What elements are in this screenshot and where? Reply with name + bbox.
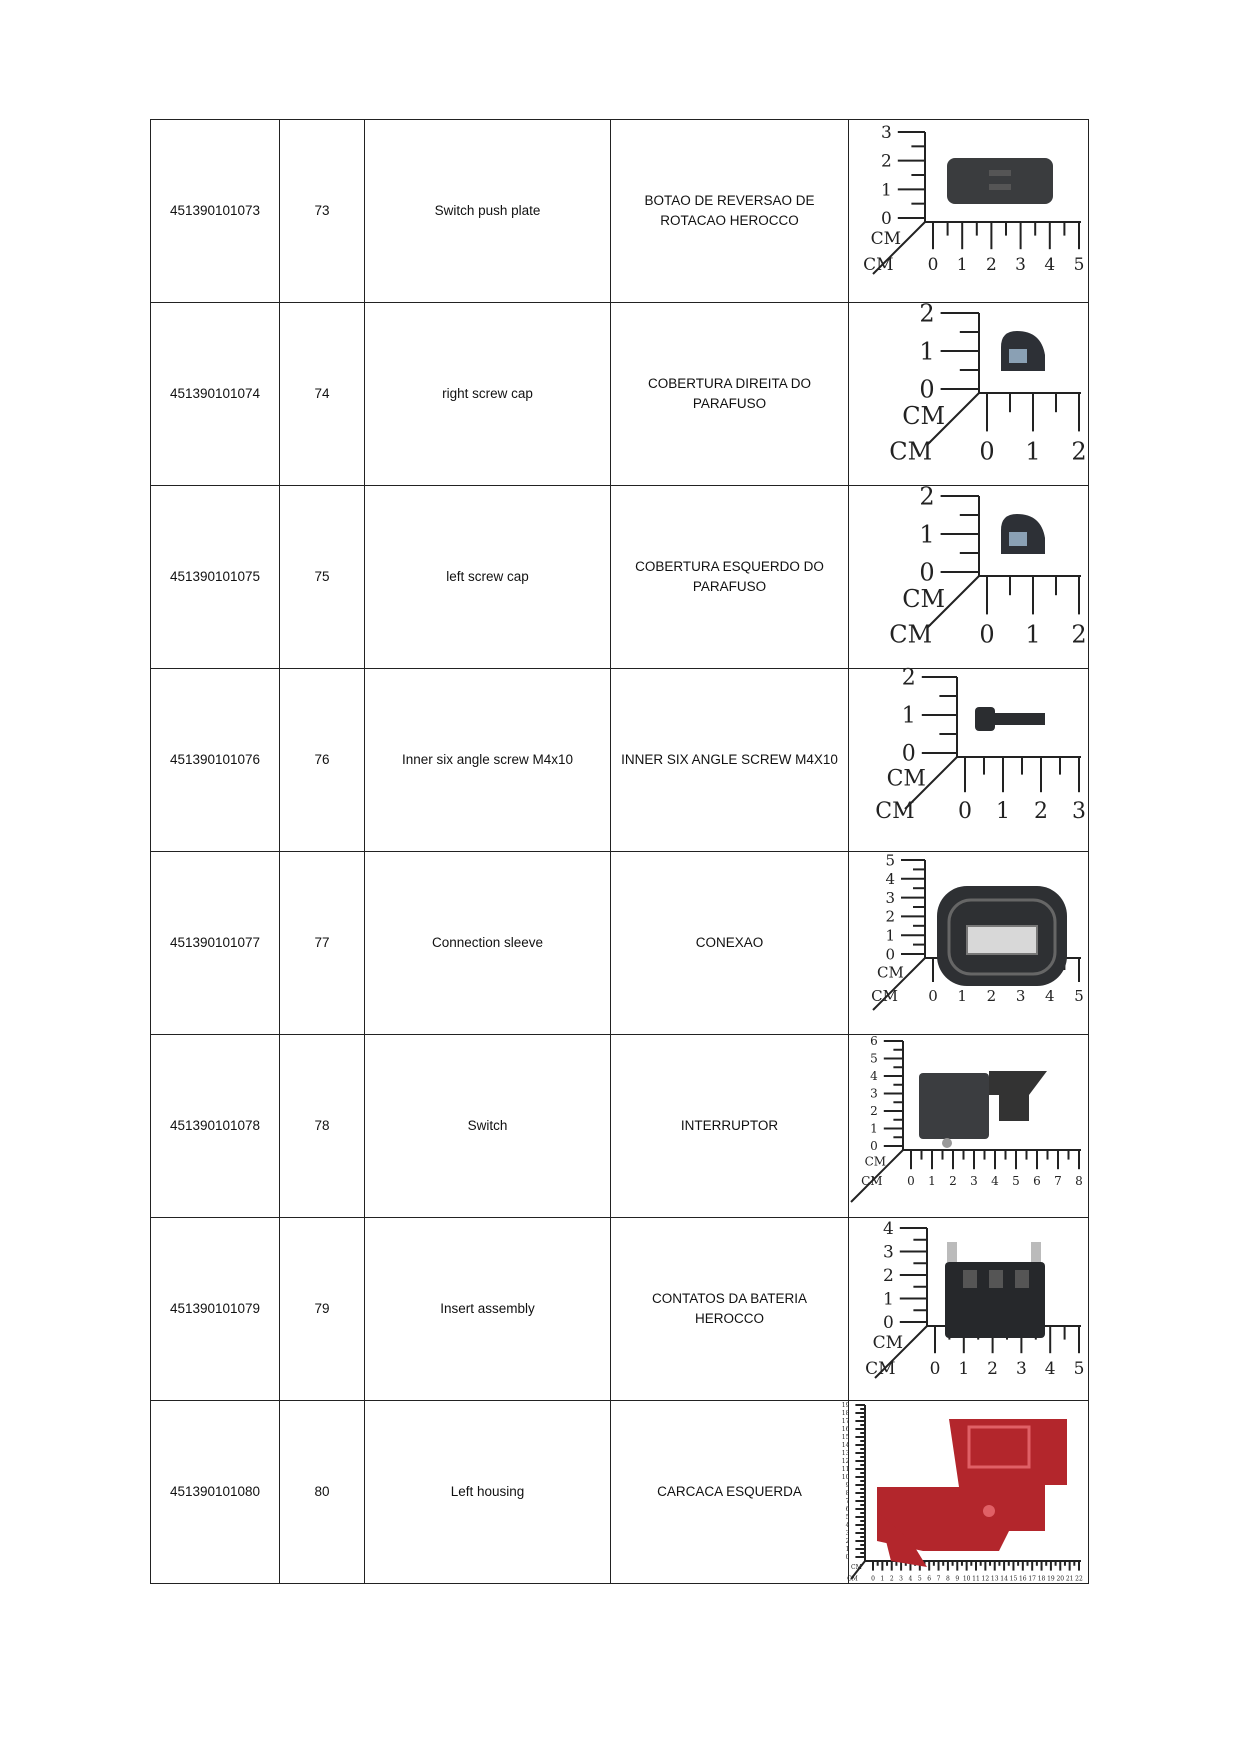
position-number-cell: 74 xyxy=(280,303,365,486)
scale-x-label: 4 xyxy=(1044,1359,1056,1380)
description-pt-cell: CONEXAO xyxy=(611,852,849,1035)
part-image-cell xyxy=(849,852,1089,1035)
scale-y-label: 0 xyxy=(919,375,935,404)
position-number-cell: 80 xyxy=(280,1401,365,1584)
scale-y-label: 0 xyxy=(845,1554,850,1562)
position-number-cell: 73 xyxy=(280,120,365,303)
cm-scale xyxy=(875,666,1086,825)
scale-x-label: 0 xyxy=(871,1575,875,1583)
scale-y-label: 3 xyxy=(845,1530,850,1538)
scale-unit-label: CM xyxy=(863,255,894,276)
table-row xyxy=(151,120,1089,303)
scale-x-label: 16 xyxy=(1018,1575,1027,1583)
part-code-cell: 451390101075 xyxy=(151,486,280,669)
scale-unit-label: CM xyxy=(875,799,915,825)
description-pt-cell: INTERRUPTOR xyxy=(611,1035,849,1218)
scale-x-label: 2 xyxy=(949,1174,957,1189)
scale-x-label: 20 xyxy=(1056,1575,1065,1583)
scale-x-label: 5 xyxy=(1074,987,1084,1005)
description-en-cell: Switch push plate xyxy=(365,120,611,303)
scale-x-label: 2 xyxy=(889,1575,894,1583)
description-en-cell: Switch xyxy=(365,1035,611,1218)
part-photo xyxy=(849,1035,1085,1217)
scale-x-label: 5 xyxy=(1012,1174,1020,1189)
scale-y-label: 1 xyxy=(870,1121,878,1136)
scale-y-label: 1 xyxy=(901,703,916,729)
scale-y-label: 16 xyxy=(841,1426,850,1434)
position-number-cell: 75 xyxy=(280,486,365,669)
battery-contacts-icon xyxy=(945,1242,1045,1338)
scale-y-label: 4 xyxy=(885,870,895,889)
scale-y-label: 13 xyxy=(841,1450,850,1458)
scale-y-label: 0 xyxy=(885,945,895,964)
scale-x-label: 0 xyxy=(927,255,939,276)
scale-x-label: 0 xyxy=(958,799,972,825)
scale-x-label: 8 xyxy=(945,1575,950,1583)
scale-x-label: 0 xyxy=(928,987,938,1005)
scale-y-label: 1 xyxy=(882,1289,894,1310)
scale-y-label: 1 xyxy=(885,926,895,945)
description-pt-cell: COBERTURA ESQUERDO DO PARAFUSO xyxy=(611,486,849,669)
table-row xyxy=(151,303,1089,486)
scale-x-label: 0 xyxy=(907,1174,915,1189)
part-photo xyxy=(849,665,1086,851)
part-code-cell: 451390101077 xyxy=(151,852,280,1035)
scale-y-label: 5 xyxy=(845,1514,850,1522)
scale-y-label: 1 xyxy=(845,1546,850,1554)
part-code-cell: 451390101074 xyxy=(151,303,280,486)
scale-y-label: 7 xyxy=(845,1498,850,1506)
part-image-cell xyxy=(849,120,1089,303)
scale-y-label: 2 xyxy=(882,1265,894,1286)
cm-scale xyxy=(889,299,1086,465)
scale-x-label: 6 xyxy=(927,1575,932,1583)
scale-x-label: 1 xyxy=(958,1359,970,1380)
description-en-cell: Inner six angle screw M4x10 xyxy=(365,669,611,852)
part-photo xyxy=(849,1218,1085,1400)
scale-x-label: 0 xyxy=(929,1359,941,1380)
scale-y-label: 2 xyxy=(919,299,935,328)
part-image-cell xyxy=(849,299,1089,486)
scale-y-label: 3 xyxy=(882,1242,894,1263)
scale-y-label: 0 xyxy=(901,741,916,767)
scale-x-label: 3 xyxy=(899,1575,904,1583)
scale-x-label: 1 xyxy=(928,1174,936,1189)
scale-y-label: 2 xyxy=(919,482,935,511)
scale-y-label: 19 xyxy=(841,1402,850,1410)
scale-x-label: 3 xyxy=(1015,987,1026,1005)
part-code-cell: 451390101073 xyxy=(151,120,280,303)
part-photo xyxy=(841,1401,1085,1583)
scale-x-label: 1 xyxy=(956,255,968,276)
scale-x-label: 22 xyxy=(1075,1575,1083,1583)
part-photo xyxy=(849,852,1085,1034)
scale-y-label: 2 xyxy=(845,1538,850,1546)
scale-x-label: 3 xyxy=(970,1174,978,1189)
description-pt-cell: CONTATOS DA BATERIA HEROCCO xyxy=(611,1218,849,1401)
scale-y-label: 4 xyxy=(845,1522,850,1530)
scale-x-label: 17 xyxy=(1028,1575,1037,1583)
scale-x-label: 1 xyxy=(1025,437,1041,466)
scale-x-label: 1 xyxy=(996,799,1010,825)
scale-x-label: 12 xyxy=(981,1575,990,1583)
scale-y-label: 12 xyxy=(841,1458,850,1466)
scale-x-label: 2 xyxy=(987,1359,999,1380)
scale-y-label: 4 xyxy=(882,1218,894,1239)
scale-x-label: 5 xyxy=(1073,1359,1085,1380)
scale-y-label: 2 xyxy=(901,665,916,691)
description-pt-cell: BOTAO DE REVERSAO DE ROTACAO HEROCCO xyxy=(611,120,849,303)
scale-x-label: 19 xyxy=(1047,1575,1055,1583)
description-en-cell: Insert assembly xyxy=(365,1218,611,1401)
table-row xyxy=(151,1401,1089,1584)
scale-x-label: 3 xyxy=(1015,1359,1027,1380)
scale-unit-label: CM xyxy=(870,229,902,250)
scale-x-label: 5 xyxy=(917,1575,922,1583)
part-image-cell xyxy=(849,482,1089,669)
scale-x-label: 18 xyxy=(1037,1575,1046,1583)
scale-x-label: 3 xyxy=(1015,255,1027,276)
position-number-cell: 78 xyxy=(280,1035,365,1218)
scale-x-label: 1 xyxy=(880,1575,885,1583)
scale-x-label: 1 xyxy=(957,987,967,1005)
scale-unit-label: CM xyxy=(877,963,904,982)
scale-x-label: 0 xyxy=(979,620,995,649)
scale-x-label: 13 xyxy=(990,1575,999,1583)
table-row xyxy=(151,669,1089,852)
table-row xyxy=(151,1035,1089,1218)
scale-unit-label: CM xyxy=(861,1174,883,1189)
scale-x-label: 4 xyxy=(1044,255,1056,276)
scale-unit-label: CM xyxy=(864,1154,887,1169)
scale-x-label: 4 xyxy=(1045,987,1055,1005)
scale-x-label: 10 xyxy=(962,1575,971,1583)
part-code-cell: 451390101079 xyxy=(151,1218,280,1401)
scale-y-label: 17 xyxy=(841,1418,850,1426)
part-image-cell xyxy=(849,1035,1089,1218)
part-image-cell xyxy=(841,1401,1089,1584)
part-code-cell: 451390101078 xyxy=(151,1035,280,1218)
scale-y-label: 15 xyxy=(841,1434,850,1442)
cm-scale xyxy=(889,482,1086,648)
position-number-cell: 77 xyxy=(280,852,365,1035)
hex-screw-icon xyxy=(975,707,1045,731)
scale-unit-label: CM xyxy=(865,1359,896,1380)
scale-x-label: 14 xyxy=(1000,1575,1008,1583)
scale-y-label: 14 xyxy=(841,1442,850,1450)
scale-x-label: 11 xyxy=(972,1575,980,1583)
screw-cap-icon xyxy=(1001,514,1045,554)
scale-y-label: 2 xyxy=(880,151,892,172)
screw-cap-icon xyxy=(1001,331,1045,371)
scale-x-label: 7 xyxy=(1054,1174,1062,1189)
switch-push-plate-icon xyxy=(947,158,1053,204)
description-pt-cell: INNER SIX ANGLE SCREW M4X10 xyxy=(611,669,849,852)
scale-unit-label: CM xyxy=(851,1563,862,1571)
scale-x-label: 4 xyxy=(991,1174,999,1189)
part-code-cell: 451390101076 xyxy=(151,669,280,852)
description-en-cell: right screw cap xyxy=(365,303,611,486)
scale-x-label: 21 xyxy=(1065,1575,1074,1583)
connection-sleeve-icon xyxy=(937,886,1067,986)
scale-x-label: 2 xyxy=(1071,620,1087,649)
scale-x-label: 2 xyxy=(1034,799,1048,825)
scale-x-label: 1 xyxy=(1025,620,1041,649)
table-row xyxy=(151,1218,1089,1401)
scale-x-label: 5 xyxy=(1073,255,1085,276)
scale-y-label: 6 xyxy=(845,1506,850,1514)
scale-y-label: 1 xyxy=(919,520,935,549)
scale-y-label: 18 xyxy=(841,1410,850,1418)
scale-y-label: 9 xyxy=(845,1482,850,1490)
parts-table-body xyxy=(151,120,1089,1584)
scale-y-label: 10 xyxy=(841,1474,850,1482)
scale-y-label: 1 xyxy=(880,180,892,201)
scale-x-label: 6 xyxy=(1033,1174,1041,1189)
part-image-cell xyxy=(849,1218,1089,1401)
scale-y-label: 2 xyxy=(885,907,895,926)
scale-y-label: 0 xyxy=(919,558,935,587)
part-photo xyxy=(849,482,1087,668)
scale-y-label: 8 xyxy=(845,1490,850,1498)
scale-unit-label: CM xyxy=(889,437,933,466)
position-number-cell: 76 xyxy=(280,669,365,852)
description-pt-cell: COBERTURA DIREITA DO PARAFUSO xyxy=(611,303,849,486)
part-photo xyxy=(849,120,1085,302)
scale-y-label: 3 xyxy=(885,888,895,907)
scale-x-label: 7 xyxy=(936,1575,941,1583)
left-housing-icon xyxy=(877,1419,1067,1567)
description-pt-cell: CARCACA ESQUERDA xyxy=(611,1401,849,1584)
description-en-cell: Connection sleeve xyxy=(365,852,611,1035)
table-row xyxy=(151,852,1089,1035)
scale-y-label: 0 xyxy=(870,1139,878,1154)
part-photo xyxy=(849,299,1087,485)
scale-y-label: 3 xyxy=(870,1086,878,1101)
scale-x-label: 2 xyxy=(1071,437,1087,466)
position-number-cell: 79 xyxy=(280,1218,365,1401)
scale-x-label: 9 xyxy=(955,1575,960,1583)
scale-unit-label: CM xyxy=(847,1575,858,1583)
scale-unit-label: CM xyxy=(902,585,946,614)
scale-y-label: 4 xyxy=(870,1069,878,1084)
scale-unit-label: CM xyxy=(889,620,933,649)
scale-x-label: 8 xyxy=(1075,1174,1083,1189)
scale-x-label: 3 xyxy=(1072,799,1086,825)
scale-unit-label: CM xyxy=(871,987,898,1005)
trigger-switch-icon xyxy=(919,1071,1047,1148)
scale-x-label: 4 xyxy=(908,1575,913,1583)
scale-y-label: 5 xyxy=(885,851,895,870)
scale-y-label: 0 xyxy=(880,208,892,229)
part-code-cell: 451390101080 xyxy=(151,1401,280,1584)
scale-x-label: 0 xyxy=(979,437,995,466)
parts-table xyxy=(150,119,1089,1584)
description-en-cell: Left housing xyxy=(365,1401,611,1584)
scale-y-label: 2 xyxy=(870,1104,878,1119)
scale-y-label: 3 xyxy=(880,122,892,143)
scale-x-label: 15 xyxy=(1009,1575,1018,1583)
scale-y-label: 1 xyxy=(919,337,935,366)
scale-x-label: 2 xyxy=(985,255,997,276)
scale-y-label: 0 xyxy=(882,1312,894,1333)
scale-unit-label: CM xyxy=(872,1333,904,1354)
scale-y-label: 6 xyxy=(870,1034,878,1049)
part-image-cell xyxy=(849,665,1089,852)
scale-unit-label: CM xyxy=(886,766,926,792)
scale-unit-label: CM xyxy=(902,402,946,431)
scale-y-label: 11 xyxy=(841,1466,850,1474)
scale-x-label: 2 xyxy=(986,987,997,1005)
table-row xyxy=(151,486,1089,669)
scale-y-label: 5 xyxy=(870,1051,878,1066)
description-en-cell: left screw cap xyxy=(365,486,611,669)
